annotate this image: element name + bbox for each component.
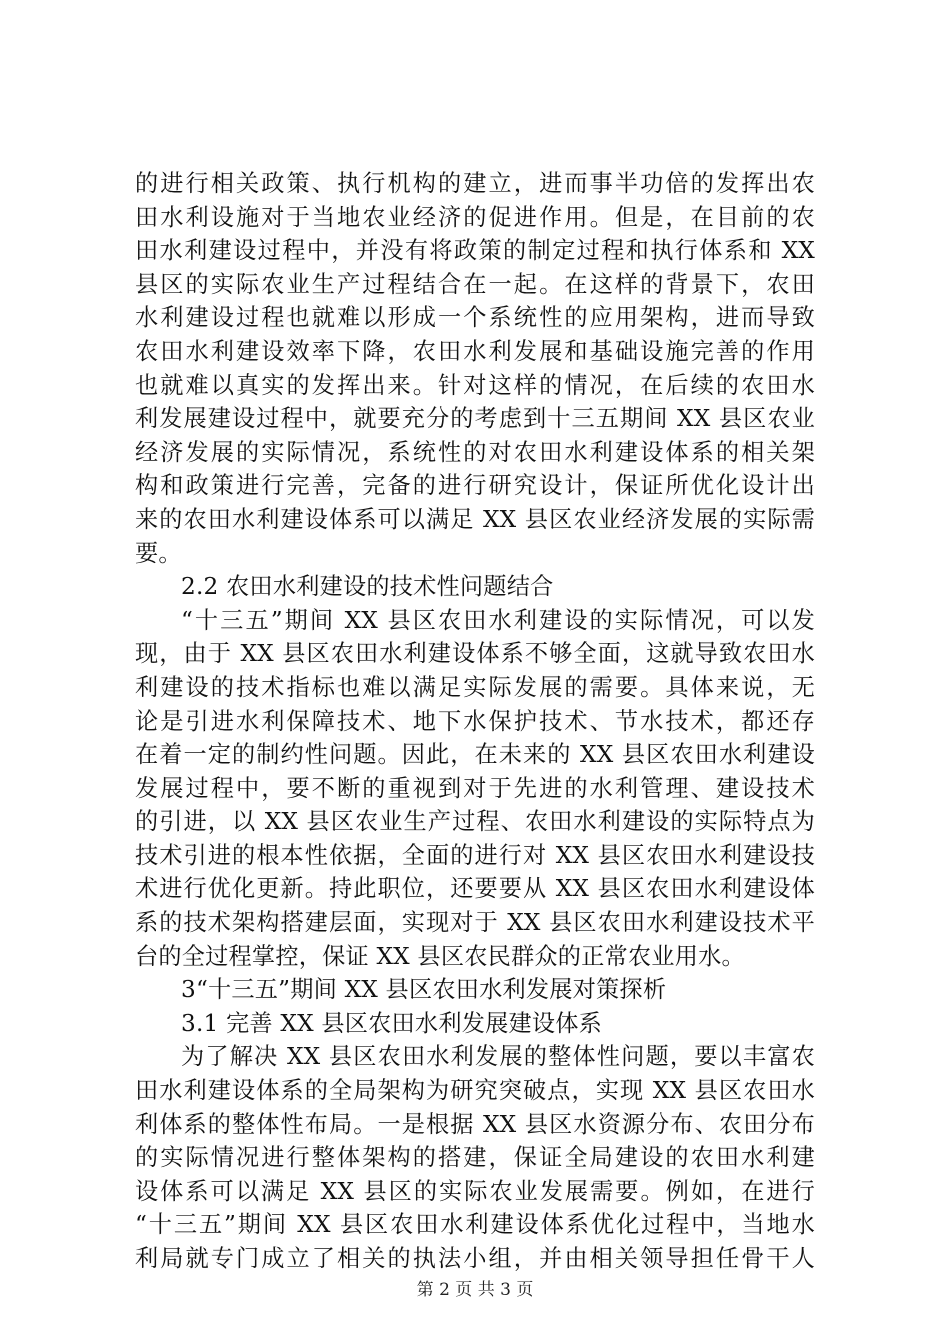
text-line: 田水利设施对于当地农业经济的促进作用。但是，在目前的农 <box>135 203 815 231</box>
text-line: “十三五”期间 XX 县区农田水利建设的实际情况，可以发 <box>181 606 815 634</box>
text-line: 也就难以真实的发挥出来。针对这样的情况，在后续的农田水 <box>135 371 815 399</box>
text-line: 经济发展的实际情况，系统性的对农田水利建设体系的相关架 <box>135 438 815 466</box>
text-line: 县区的实际农业生产过程结合在一起。在这样的背景下，农田 <box>135 270 815 298</box>
text-line: 利局就专门成立了相关的执法小组，并由相关领导担任骨干人 <box>135 1245 815 1272</box>
text-line: 的进行相关政策、执行机构的建立，进而事半功倍的发挥出农 <box>135 170 815 197</box>
text-line: 3.1 完善 XX 县区农田水利发展建设体系 <box>181 1009 603 1037</box>
text-line: 利发展建设过程中，就要充分的考虑到十三五期间 XX 县区农业 <box>135 405 815 433</box>
text-line: 论是引进水利保障技术、地下水保护技术、节水技术，都还存 <box>135 707 815 735</box>
text-line: 3“十三五”期间 XX 县区农田水利发展对策探析 <box>181 976 667 1004</box>
text-line: 现，由于 XX 县区农田水利建设体系不够全面，这就导致农田水 <box>135 640 815 668</box>
text-line: 的引进，以 XX 县区农业生产过程、农田水利建设的实际特点为 <box>135 808 815 836</box>
text-line: 农田水利建设效率下降，农田水利发展和基础设施完善的作用 <box>135 337 815 365</box>
text-line: 的实际情况进行整体架构的搭建，保证全局建设的农田水利建 <box>135 1144 815 1172</box>
text-line: 为了解决 XX 县区农田水利发展的整体性问题，要以丰富农 <box>181 1043 815 1071</box>
text-line: 田水利建设体系的全局架构为研究突破点，实现 XX 县区农田水 <box>135 1077 815 1105</box>
page-footer: 第 2 页 共 3 页 <box>416 1280 534 1300</box>
text-line: 台的全过程掌控，保证 XX 县区农民群众的正常农业用水。 <box>135 942 745 970</box>
text-line: 田水利建设过程中，并没有将政策的制定过程和执行体系和 XX <box>135 237 815 265</box>
text-line: 要。 <box>135 539 182 567</box>
text-line: 术进行优化更新。持此职位，还要要从 XX 县区农田水利建设体 <box>135 875 815 903</box>
body-text <box>135 167 815 1276</box>
text-line: 系的技术架构搭建层面，实现对于 XX 县区农田水利建设技术平 <box>135 909 815 937</box>
text-line: 在着一定的制约性问题。因此，在未来的 XX 县区农田水利建设 <box>135 741 815 769</box>
text-line: 发展过程中，要不断的重视到对于先进的水利管理、建设技术 <box>135 774 815 802</box>
text-line: 设体系可以满足 XX 县区的实际农业发展需要。例如，在进行 <box>135 1177 815 1205</box>
text-line: 来的农田水利建设体系可以满足 XX 县区农业经济发展的实际需 <box>135 505 815 533</box>
text-line: 利体系的整体性布局。一是根据 XX 县区水资源分布、农田分布 <box>135 1110 815 1138</box>
text-line: 构和政策进行完善，完备的进行研究设计，保证所优化设计出 <box>135 472 815 500</box>
text-line: 2.2 农田水利建设的技术性问题结合 <box>181 573 554 601</box>
text-line: “十三五”期间 XX 县区农田水利建设体系优化过程中，当地水 <box>135 1211 815 1239</box>
text-line: 水利建设过程也就难以形成一个系统性的应用架构，进而导致 <box>135 304 815 332</box>
text-line: 利建设的技术指标也难以满足实际发展的需要。具体来说，无 <box>135 673 815 701</box>
text-line: 技术引进的根本性依据，全面的进行对 XX 县区农田水利建设技 <box>135 841 815 869</box>
